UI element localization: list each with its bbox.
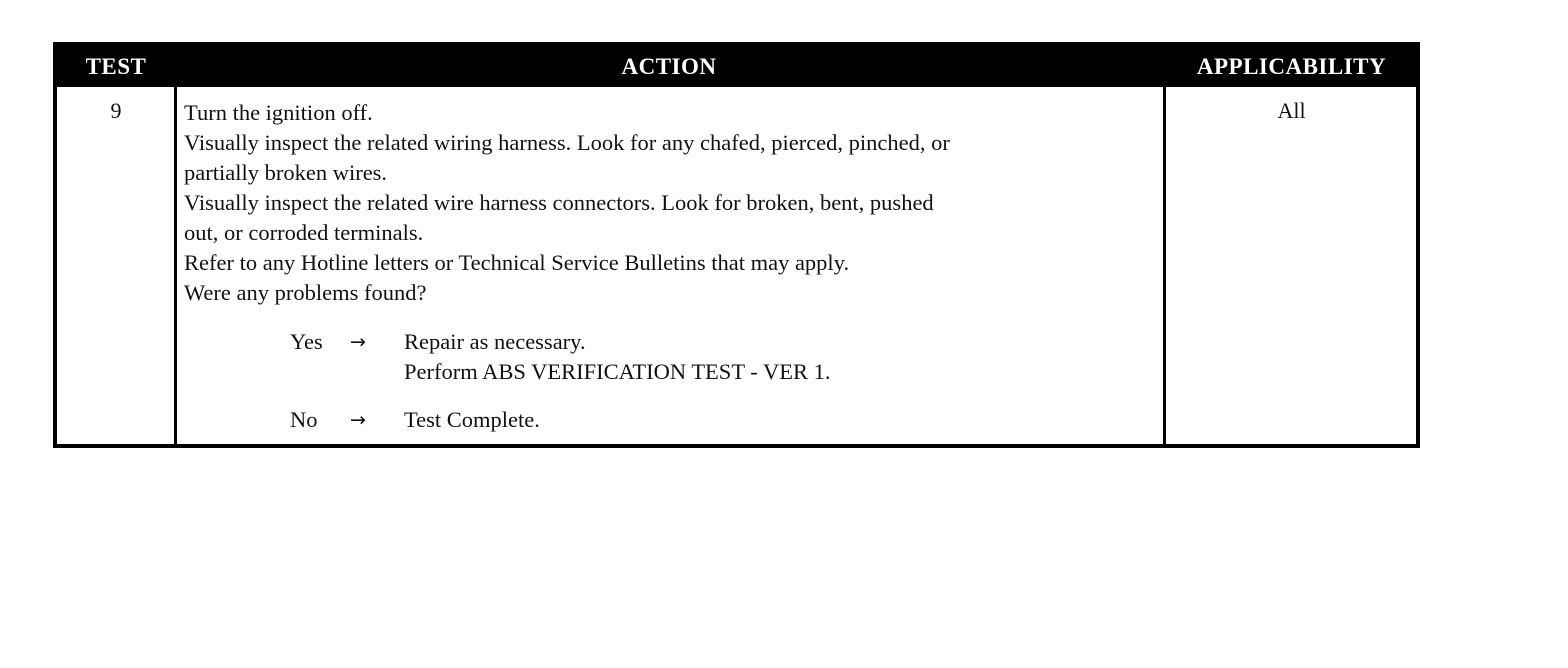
action-line: partially broken wires. (184, 160, 388, 185)
action-question: Were any problems found? (184, 280, 427, 305)
right-arrow-icon: → (350, 409, 366, 431)
outcome-no-text (404, 405, 540, 435)
header-action: ACTION (621, 54, 717, 79)
header-test: TEST (85, 54, 147, 79)
header-applicability: APPLICABILITY (1196, 54, 1387, 79)
column-divider-2 (1163, 87, 1166, 444)
table-header-row (57, 46, 1416, 87)
applicability-cell: All (1277, 98, 1306, 123)
outcome-yes-text (404, 327, 831, 387)
outcomes-list (290, 327, 831, 453)
action-cell (184, 98, 1159, 308)
action-line: Refer to any Hotline letters or Technical Service Bulletins that may apply. (184, 250, 850, 275)
column-divider-1 (174, 87, 177, 444)
outcome-no-line: Test Complete. (404, 407, 540, 432)
outcome-yes (290, 327, 831, 387)
test-number-cell: 9 (110, 98, 122, 123)
outcome-yes-line: Perform ABS VERIFICATION TEST - VER 1. (404, 359, 831, 384)
action-line: Visually inspect the related wiring harness. Look for any chafed, pierced, pinched, or (184, 130, 950, 155)
outcome-yes-label: Yes (290, 329, 323, 354)
action-line: Turn the ignition off. (184, 100, 373, 125)
outcome-no (290, 405, 831, 435)
right-arrow-icon: → (350, 331, 366, 353)
outcome-yes-line: Repair as necessary. (404, 329, 586, 354)
action-line: out, or corroded terminals. (184, 220, 424, 245)
action-line: Visually inspect the related wire harness connectors. Look for broken, bent, pushed (184, 190, 934, 215)
diagnostic-test-table (53, 42, 1420, 448)
outcome-no-label: No (290, 407, 318, 432)
